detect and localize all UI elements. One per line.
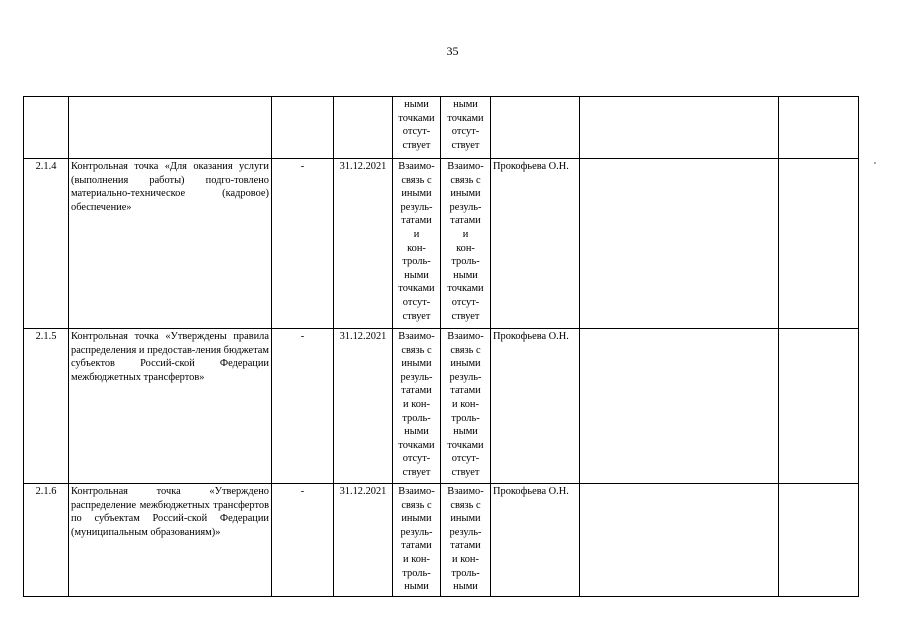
relationship-line: татами: [450, 215, 481, 227]
start-date-cell: -: [272, 484, 334, 597]
relationship-line: татами: [401, 540, 432, 552]
control-point-description-cell: Контрольная точка «Для оказания услуги (выполнения работы) подго-товлено материально-техническое (кадровое) обеспечение»: [69, 159, 272, 329]
start-date-cell: [272, 97, 334, 159]
relationship-line: резуль-: [400, 371, 433, 383]
relationship-line: ными: [453, 426, 478, 438]
responsible-person-cell: Прокофьева О.Н.: [491, 159, 580, 329]
relationship-line: точками: [398, 439, 435, 451]
end-date-cell: 31.12.2021: [334, 484, 393, 597]
end-date-cell: 31.12.2021: [334, 159, 393, 329]
relationship-line: татами: [450, 385, 481, 397]
relationship-line: иными: [401, 513, 432, 525]
table-row: [24, 329, 859, 484]
scan-speck: [874, 162, 876, 164]
relationship-line: точками: [447, 112, 484, 124]
relationship-line: троль-: [451, 412, 480, 424]
relationship-line: иными: [450, 188, 481, 200]
relationship-line: резуль-: [400, 526, 433, 538]
relationship-cell: [393, 97, 441, 159]
relationship-line: ствует: [402, 139, 431, 151]
relationship-line: отсут-: [402, 296, 431, 308]
relationship-line: связь с: [450, 499, 481, 511]
relationship-line: резуль-: [449, 526, 482, 538]
relationship-line: связь с: [450, 344, 481, 356]
relationship-line: троль-: [402, 412, 431, 424]
relationship-line: точками: [447, 439, 484, 451]
relationship-line: ствует: [451, 466, 480, 478]
relationship-line: Взаимо-: [447, 331, 484, 342]
table-row: [24, 484, 859, 597]
control-point-description-cell: [69, 97, 272, 159]
relationship-line: татами: [401, 215, 432, 227]
table-body: [24, 97, 859, 597]
item-number-cell: 2.1.5: [24, 329, 69, 484]
relationship-line: отсут-: [451, 453, 480, 465]
control-point-description-cell: Контрольная точка «Утверждено распределение межбюджетных трансфертов по субъектам Россий-ской Федерации (муниципальным образованиям)»: [69, 484, 272, 597]
relationship-line: ствует: [402, 310, 431, 322]
end-date-cell: [334, 97, 393, 159]
item-number-cell: 2.1.6: [24, 484, 69, 597]
relationship-cell: [441, 329, 491, 484]
empty-cell: [580, 97, 779, 159]
table-row: [24, 97, 859, 159]
relationship-line: иными: [401, 358, 432, 370]
relationship-line: и кон-: [403, 553, 430, 565]
empty-cell: [580, 484, 779, 597]
relationship-line: и: [413, 228, 420, 240]
relationship-line: и кон-: [452, 553, 479, 565]
end-date-cell: 31.12.2021: [334, 329, 393, 484]
relationship-line: и: [462, 228, 469, 240]
relationship-line: отсут-: [402, 453, 431, 465]
relationship-line: татами: [401, 385, 432, 397]
relationship-line: ными: [404, 99, 429, 110]
relationship-line: троль-: [402, 256, 431, 268]
relationship-line: отсут-: [451, 126, 480, 138]
relationship-line: татами: [450, 540, 481, 552]
relationship-line: отсут-: [402, 126, 431, 138]
table-row: [24, 159, 859, 329]
relationship-line: и кон-: [452, 398, 479, 410]
relationship-line: Взаимо-: [398, 486, 435, 497]
relationship-cell: [441, 97, 491, 159]
relationship-line: Взаимо-: [447, 161, 484, 172]
responsible-person-cell: Прокофьева О.Н.: [491, 484, 580, 597]
relationship-line: точками: [398, 283, 435, 295]
relationship-line: Взаимо-: [447, 486, 484, 497]
relationship-line: Взаимо-: [398, 161, 435, 172]
control-point-description-cell: Контрольная точка «Утверждены правила распределения и предостав-ления бюджетам субъектов Россий-ской Федерации межбюджетных трансфертов»: [69, 329, 272, 484]
relationship-line: ными: [404, 269, 429, 281]
relationship-line: Взаимо-: [398, 331, 435, 342]
relationship-line: связь с: [401, 499, 432, 511]
relationship-line: троль-: [402, 567, 431, 579]
relationship-line: ными: [404, 426, 429, 438]
page-number: 35: [446, 44, 459, 58]
empty-cell: [779, 484, 859, 597]
responsible-person-cell: Прокофьева О.Н.: [491, 329, 580, 484]
relationship-line: ными: [453, 269, 478, 281]
empty-cell: [779, 97, 859, 159]
control-points-table: [23, 96, 859, 597]
empty-cell: [779, 329, 859, 484]
relationship-line: связь с: [401, 174, 432, 186]
relationship-cell: [441, 159, 491, 329]
relationship-line: троль-: [451, 256, 480, 268]
start-date-cell: -: [272, 329, 334, 484]
relationship-line: иными: [450, 513, 481, 525]
relationship-cell: [393, 329, 441, 484]
relationship-line: отсут-: [451, 296, 480, 308]
relationship-line: связь с: [450, 174, 481, 186]
item-number-cell: [24, 97, 69, 159]
responsible-person-cell: [491, 97, 580, 159]
empty-cell: [779, 159, 859, 329]
relationship-line: связь с: [401, 344, 432, 356]
relationship-line: точками: [398, 112, 435, 124]
relationship-line: ствует: [402, 466, 431, 478]
relationship-line: ными: [453, 581, 478, 593]
relationship-cell: [441, 484, 491, 597]
empty-cell: [580, 329, 779, 484]
relationship-line: иными: [450, 358, 481, 370]
relationship-line: ствует: [451, 139, 480, 151]
relationship-line: ными: [404, 581, 429, 593]
relationship-cell: [393, 159, 441, 329]
start-date-cell: -: [272, 159, 334, 329]
relationship-line: иными: [401, 188, 432, 200]
relationship-line: резуль-: [449, 201, 482, 213]
relationship-line: точками: [447, 283, 484, 295]
relationship-line: кон-: [456, 242, 475, 254]
relationship-line: кон-: [407, 242, 426, 254]
relationship-line: резуль-: [449, 371, 482, 383]
empty-cell: [580, 159, 779, 329]
relationship-line: и кон-: [403, 398, 430, 410]
relationship-cell: [393, 484, 441, 597]
relationship-line: резуль-: [400, 201, 433, 213]
relationship-line: троль-: [451, 567, 480, 579]
relationship-line: ствует: [451, 310, 480, 322]
relationship-line: ными: [453, 99, 478, 110]
item-number-cell: 2.1.4: [24, 159, 69, 329]
